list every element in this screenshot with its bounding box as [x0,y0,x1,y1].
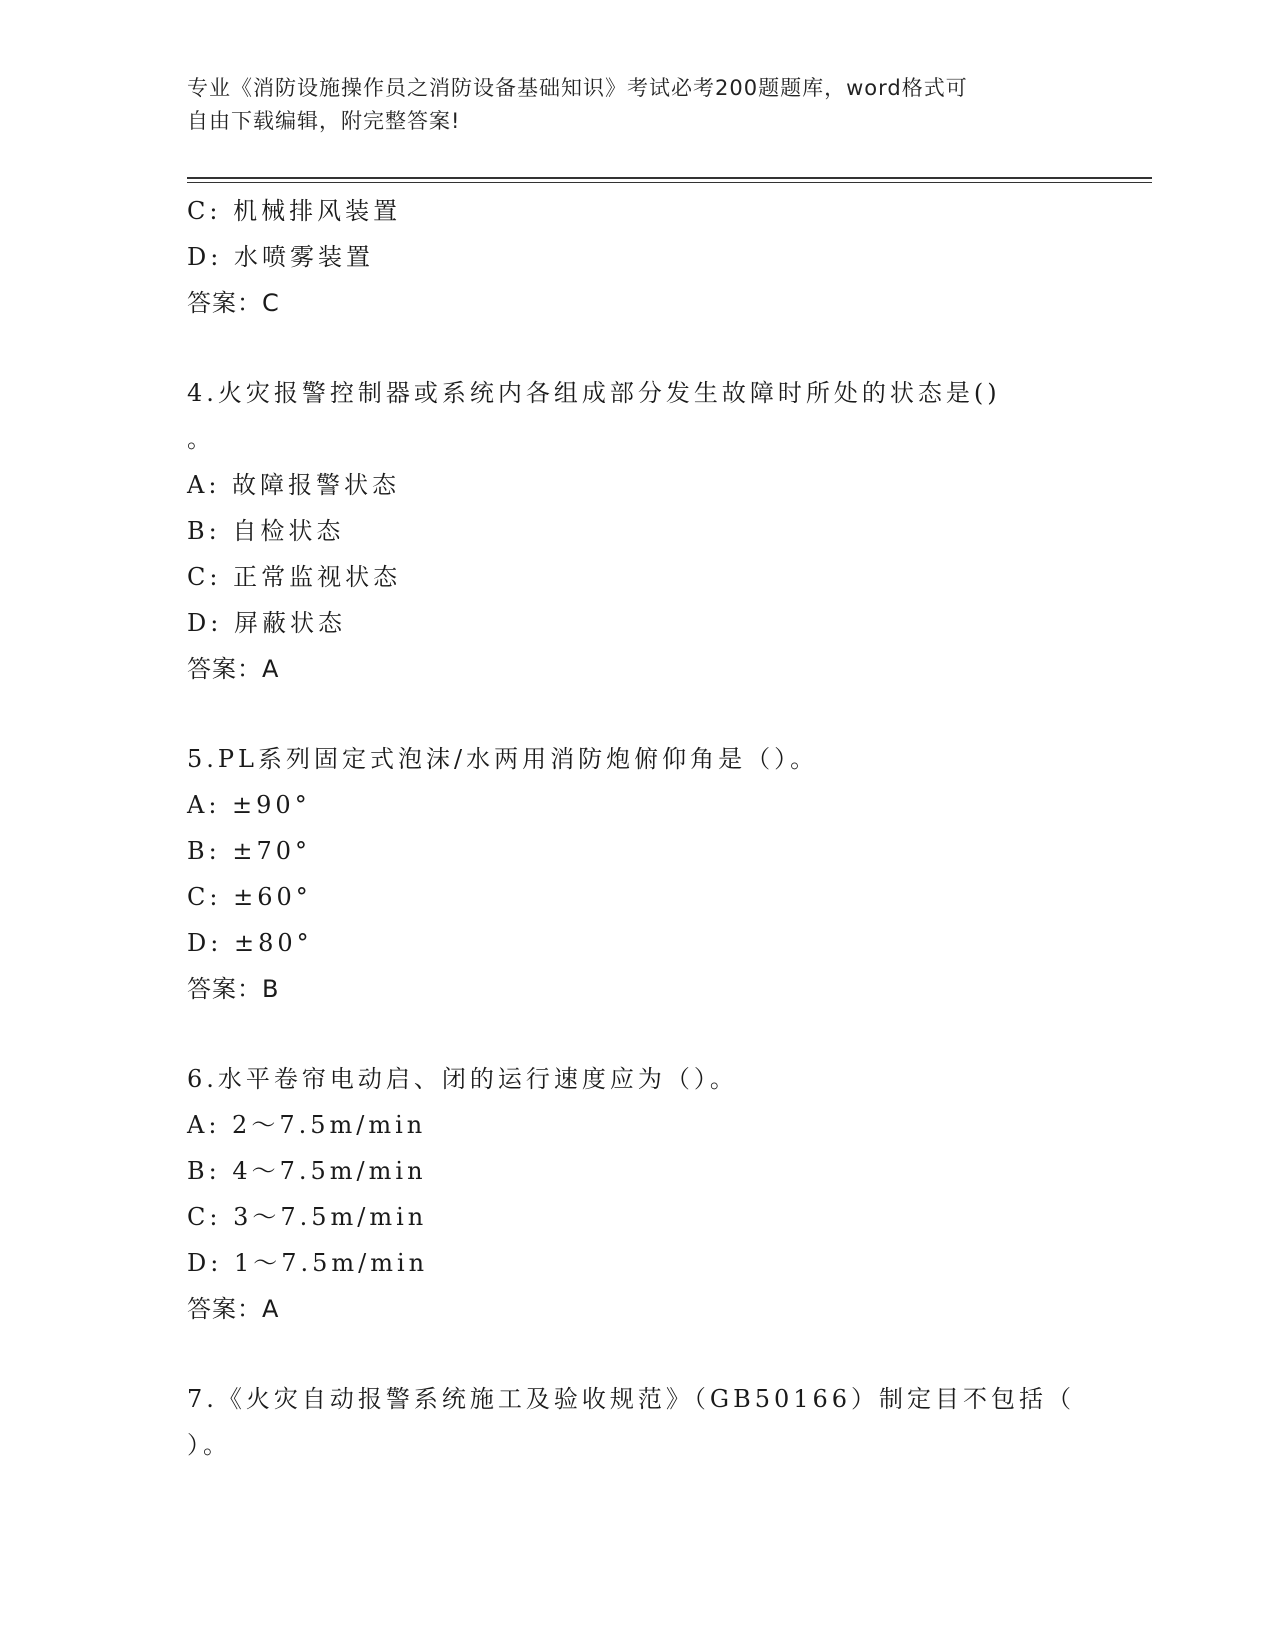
option-c: C: 3～7.5m/min [187,1203,428,1231]
option-d: D: 屏蔽状态 [187,609,346,637]
question-stem: 4.火灾报警控制器或系统内各组成部分发生故障时所处的状态是() [187,379,1001,407]
question-3-tail [187,188,1067,326]
document-header [187,72,1087,138]
question-stem: 7.《火灾自动报警系统施工及验收规范》（GB50166）制定目不包括（ [187,1385,1076,1413]
question-6 [187,1056,1067,1332]
question-list [187,188,1076,1468]
question-stem: 5.PL系列固定式泡沫/水两用消防炮俯仰角是（）。 [187,745,819,773]
option-d: D: ±80° [187,929,313,957]
option-c: C: ±60° [187,883,312,911]
header-divider-thin [187,182,1152,183]
option-a: A: 故障报警状态 [187,471,401,499]
question-5 [187,736,1067,1012]
answer: 答案：A [187,655,280,683]
header-line-1: 专业《消防设施操作员之消防设备基础知识》考试必考200题题库，word格式可 [187,76,968,100]
option-d: D: 1～7.5m/min [187,1249,429,1277]
question-4 [187,370,1067,692]
option-c: C: 机械排风装置 [187,197,402,225]
header-divider-thick [187,177,1152,179]
header-line-2: 自由下载编辑，附完整答案! [187,109,461,133]
question-stem-continued: 。 [187,425,215,453]
question-stem: 6.水平卷帘电动启、闭的运行速度应为（）。 [187,1065,738,1093]
answer: 答案：A [187,1295,280,1323]
answer: 答案：B [187,975,280,1003]
option-a: A: ±90° [187,791,311,819]
option-d: D: 水喷雾装置 [187,243,374,271]
question-stem-continued: ）。 [187,1431,231,1459]
answer: 答案：C [187,289,280,317]
option-a: A: 2～7.5m/min [187,1111,427,1139]
question-7 [187,1376,1076,1468]
option-b: B: 4～7.5m/min [187,1157,427,1185]
option-b: B: ±70° [187,837,311,865]
option-b: B: 自检状态 [187,517,345,545]
option-c: C: 正常监视状态 [187,563,402,591]
